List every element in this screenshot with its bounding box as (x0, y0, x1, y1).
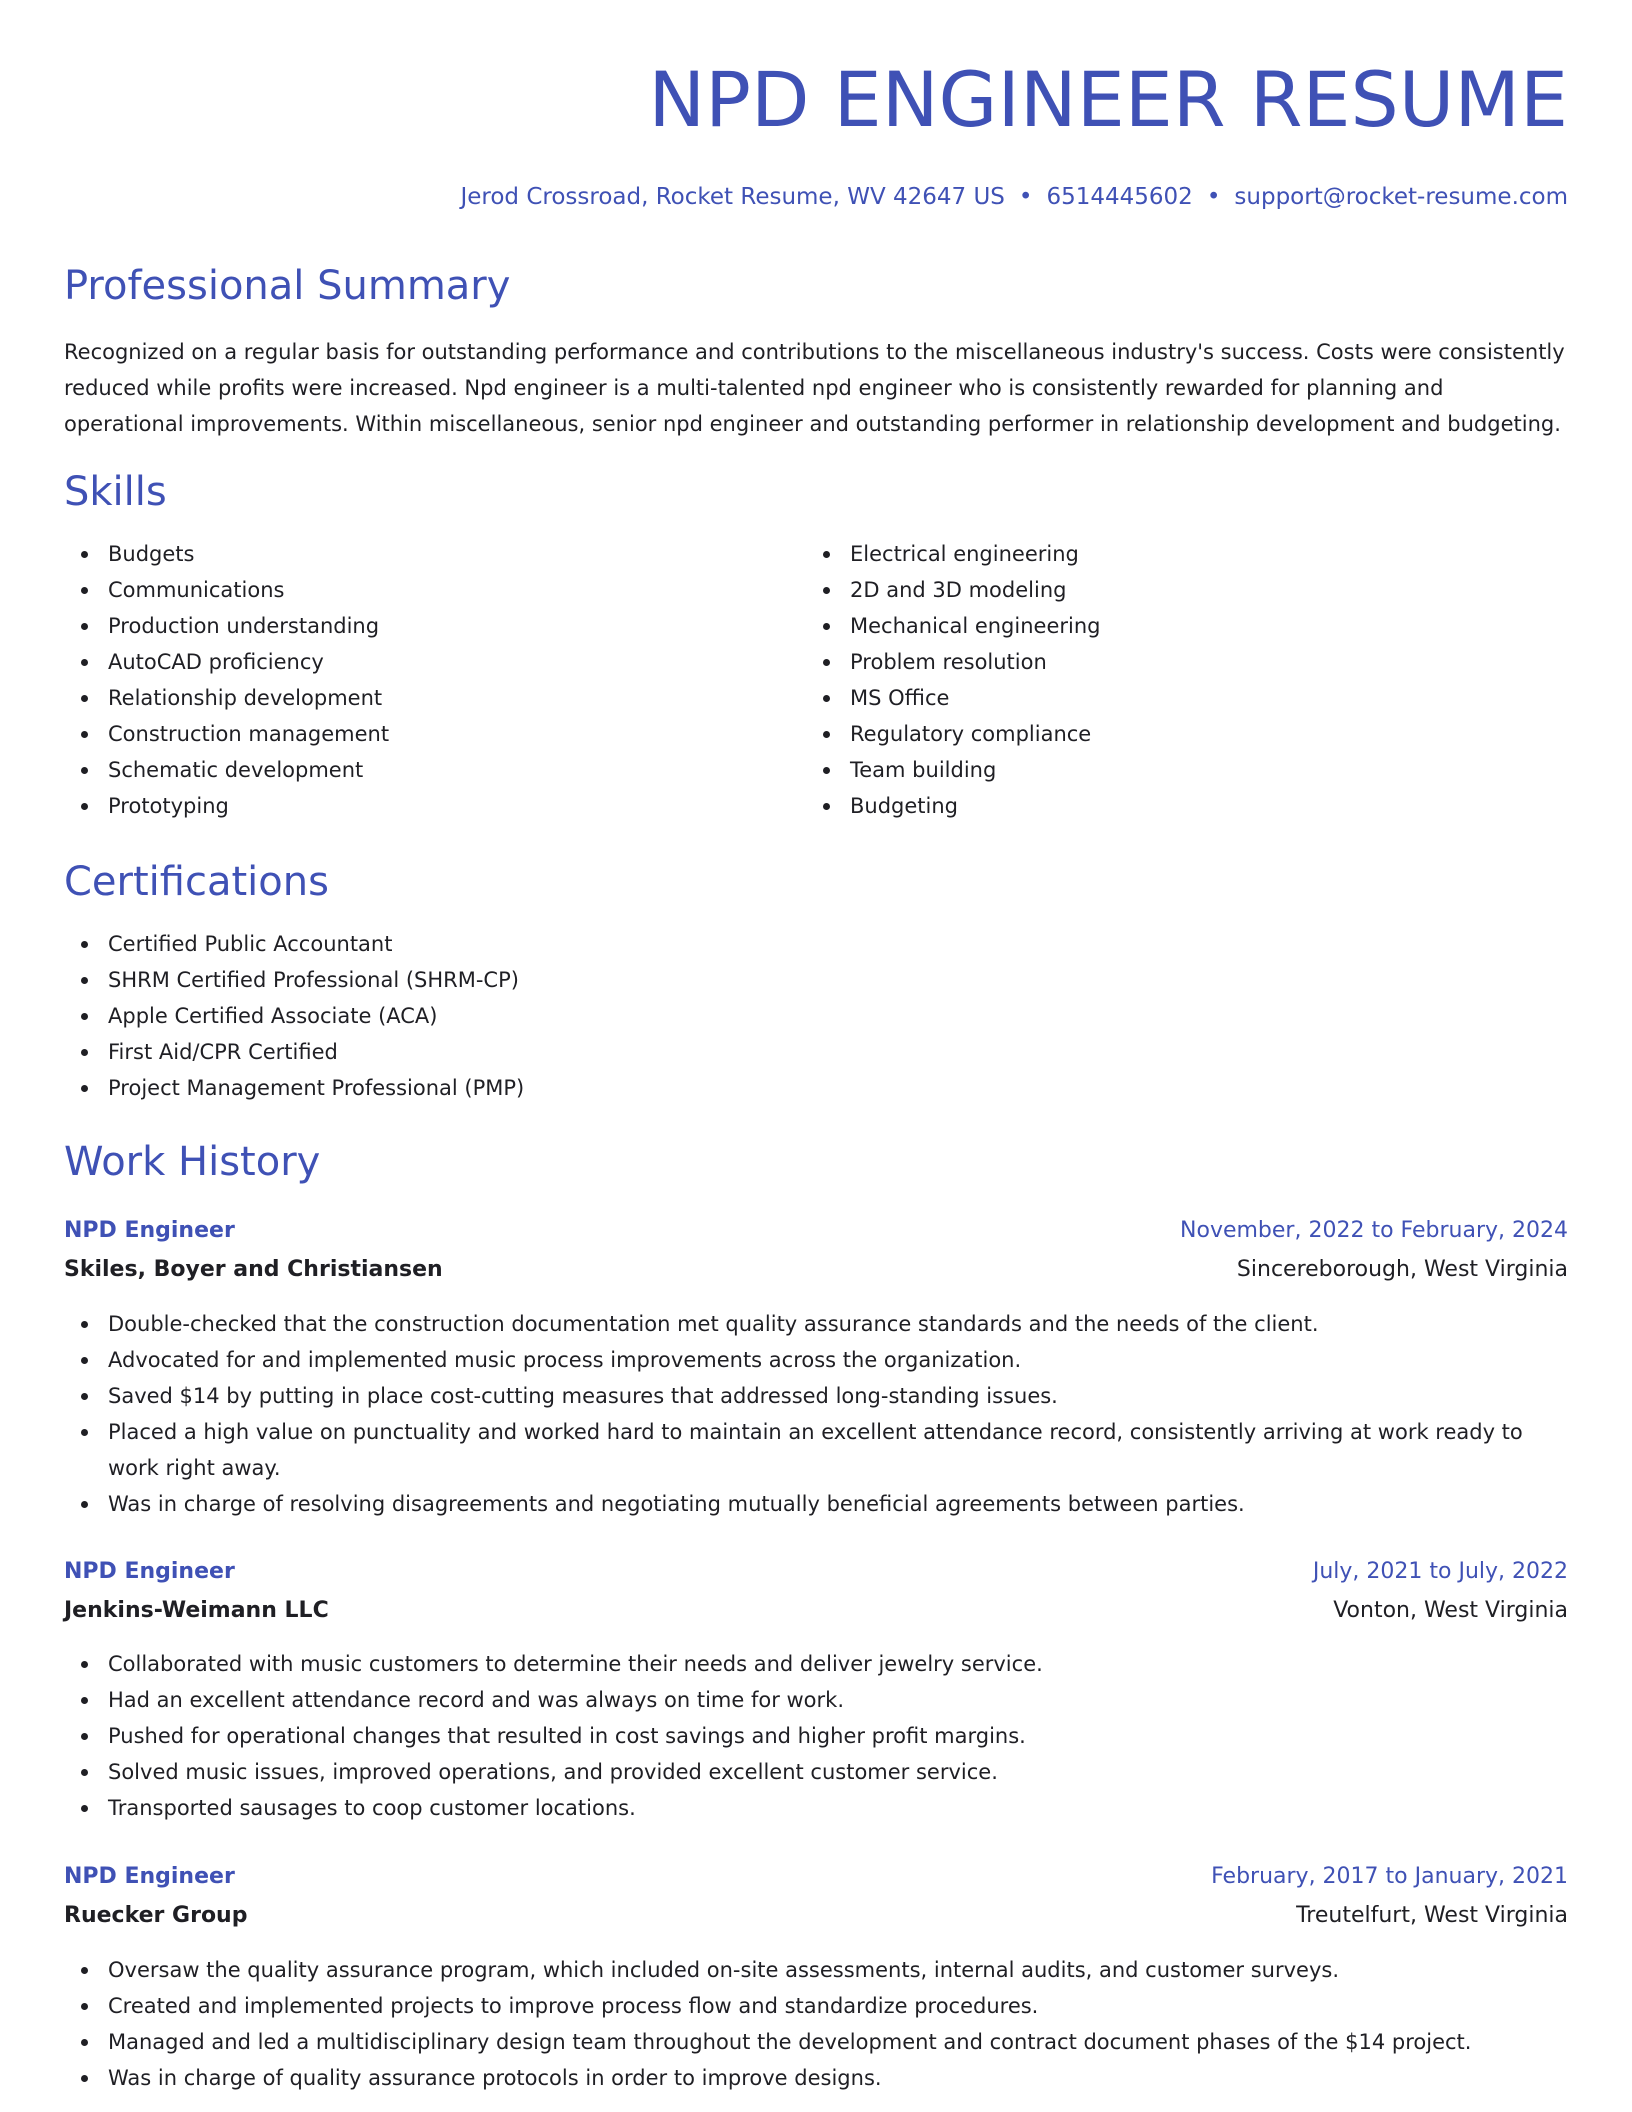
job-duty-item: Collaborated with music customers to determine their needs and deliver jewelry service. (64, 1646, 1568, 1682)
summary-heading: Professional Summary (64, 263, 511, 309)
work-history-heading: Work History (64, 1139, 321, 1185)
certification-item: Apple Certified Associate (ACA) (64, 998, 1064, 1034)
job-duty-item: Solved music issues, improved operations, and provided excellent customer service. (64, 1754, 1568, 1790)
certification-item: First Aid/CPR Certified (64, 1034, 1064, 1070)
skill-item: Budgeting (806, 788, 1506, 824)
job-duties-list (64, 1646, 1568, 1826)
job-title: NPD Engineer (64, 1864, 235, 1889)
contact-line (460, 180, 1568, 214)
job-location: Vonton, West Virginia (1333, 1598, 1568, 1623)
contact-separator: • (1018, 184, 1033, 210)
job-duty-item: Advocated for and implemented music process improvements across the organization. (64, 1342, 1568, 1378)
skill-item: MS Office (806, 680, 1506, 716)
skills-list-right (806, 536, 1506, 824)
skill-item: Construction management (64, 716, 764, 752)
job-header (64, 1555, 1568, 1635)
skill-item: AutoCAD proficiency (64, 644, 764, 680)
job-duty-item: Transported sausages to coop customer locations. (64, 1790, 1568, 1826)
skill-item: Team building (806, 752, 1506, 788)
contact-separator: • (1206, 184, 1221, 210)
skill-item: Problem resolution (806, 644, 1506, 680)
skill-item: Schematic development (64, 752, 764, 788)
job-duty-item: Had an excellent attendance record and was always on time for work. (64, 1682, 1568, 1718)
skills-list-left (64, 536, 764, 824)
job-dates: November, 2022 to February, 2024 (1180, 1218, 1568, 1243)
job-dates: July, 2021 to July, 2022 (1312, 1559, 1568, 1584)
job-duty-item: Managed and led a multidisciplinary design team throughout the development and contract document phases of the $14 project. (64, 2024, 1568, 2060)
resume-title: NPD ENGINEER RESUME (648, 55, 1568, 144)
job-title: NPD Engineer (64, 1218, 235, 1243)
skills-heading: Skills (64, 469, 167, 515)
skill-item: Production understanding (64, 608, 764, 644)
job-duties-list (64, 1952, 1568, 2096)
job-duty-item: Placed a high value on punctuality and worked hard to maintain an excellent attendance record, consistently arriving at work ready to work right away. (64, 1414, 1568, 1486)
skill-item: Regulatory compliance (806, 716, 1506, 752)
job-duty-item: Was in charge of resolving disagreements and negotiating mutually beneficial agreements between parties. (64, 1486, 1568, 1522)
job-location: Sincereborough, West Virginia (1236, 1257, 1568, 1282)
skill-item: Communications (64, 572, 764, 608)
job-duties-list (64, 1306, 1568, 1522)
certifications-list (64, 926, 1064, 1106)
job-duty-item: Created and implemented projects to improve process flow and standardize procedures. (64, 1988, 1568, 2024)
certification-item: Project Management Professional (PMP) (64, 1070, 1064, 1106)
job-duty-item: Saved $14 by putting in place cost-cutting measures that addressed long-standing issues. (64, 1378, 1568, 1414)
certification-item: Certified Public Accountant (64, 926, 1064, 962)
job-company: Skiles, Boyer and Christiansen (64, 1257, 443, 1282)
job-company: Ruecker Group (64, 1903, 248, 1928)
job-dates: February, 2017 to January, 2021 (1211, 1864, 1568, 1889)
job-duty-item: Oversaw the quality assurance program, which included on-site assessments, internal audits, and customer surveys. (64, 1952, 1568, 1988)
job-duty-item: Pushed for operational changes that resulted in cost savings and higher profit margins. (64, 1718, 1568, 1754)
skill-item: Mechanical engineering (806, 608, 1506, 644)
job-company: Jenkins-Weimann LLC (64, 1598, 329, 1623)
certification-item: SHRM Certified Professional (SHRM-CP) (64, 962, 1064, 998)
skill-item: Electrical engineering (806, 536, 1506, 572)
contact-address: Jerod Crossroad, Rocket Resume, WV 42647 US (460, 184, 1005, 210)
skill-item: Budgets (64, 536, 764, 572)
job-title: NPD Engineer (64, 1559, 235, 1584)
summary-text: Recognized on a regular basis for outstanding performance and contributions to the miscellaneous industry's success. Costs were consistently reduced while profits were increased. Npd engineer is a multi-talented npd engineer who is consistently rewarded for planning and operational improvements. Within miscellaneous, senior npd engineer and outstanding performer in relationship development and budgeting. (64, 340, 1565, 436)
job-duty-item: Was in charge of quality assurance protocols in order to improve designs. (64, 2060, 1568, 2096)
job-location: Treutelfurt, West Virginia (1296, 1903, 1568, 1928)
contact-phone: 6514445602 (1046, 184, 1193, 210)
skill-item: 2D and 3D modeling (806, 572, 1506, 608)
contact-email[interactable]: support@rocket-resume.com (1234, 184, 1568, 210)
job-header (64, 1214, 1568, 1294)
certifications-heading: Certifications (64, 859, 329, 905)
skill-item: Prototyping (64, 788, 764, 824)
job-duty-item: Double-checked that the construction documentation met quality assurance standards and the needs of the client. (64, 1306, 1568, 1342)
job-header (64, 1860, 1568, 1940)
skill-item: Relationship development (64, 680, 764, 716)
